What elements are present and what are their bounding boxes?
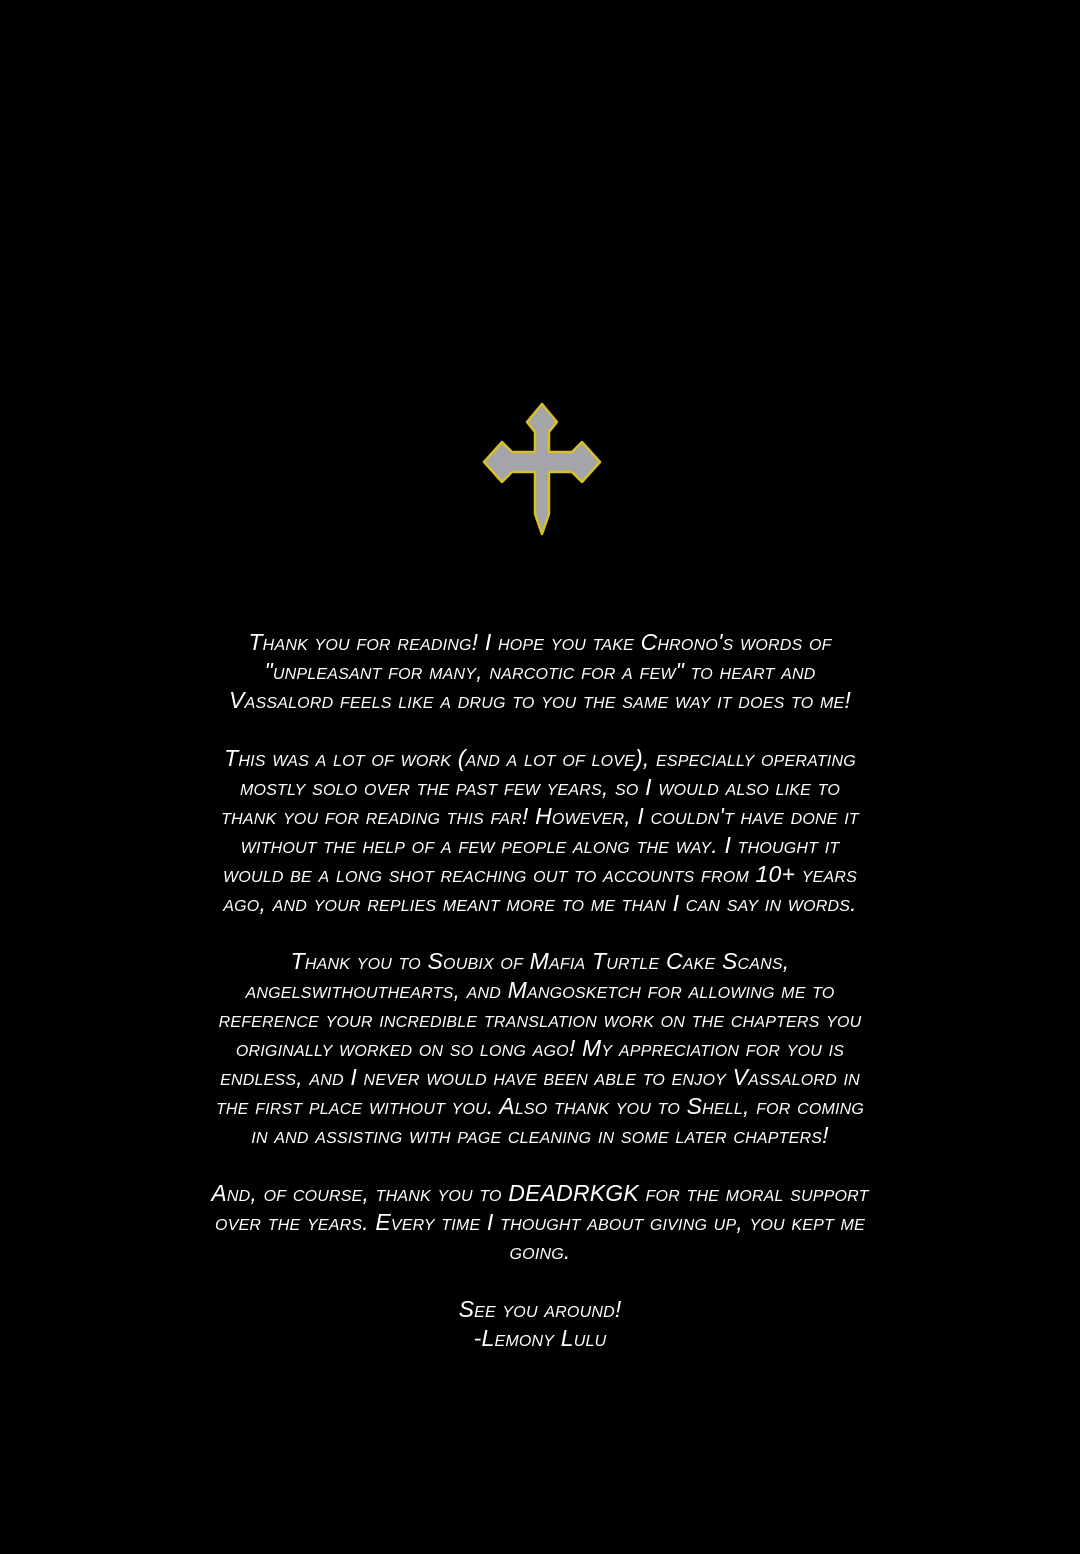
text-line: reference your incredible translation work on the chapters you (218, 1006, 862, 1032)
signoff: See you around! (458, 1296, 622, 1322)
paragraph-credits (150, 947, 930, 1150)
text-line: without the help of a few people along the way. I thought it (240, 832, 840, 858)
paragraph-work-and-help (150, 744, 930, 918)
text-line: Thank you for reading! I hope you take Chrono's words of (248, 629, 832, 655)
paragraph-moral-support (150, 1179, 930, 1266)
text-line: the first place without you. Also thank you to Shell, for coming (215, 1093, 865, 1119)
text-line: ago, and your replies meant more to me than I can say in words. (223, 890, 857, 916)
ornate-cross-icon (482, 402, 602, 536)
text-line: Vassalord feels like a drug to you the same way it does to me! (229, 687, 851, 713)
text-line: in and assisting with page cleaning in some later chapters! (251, 1122, 829, 1148)
text-line: would be a long shot reaching out to accounts from 10+ years (223, 861, 857, 887)
text-line: "unpleasant for many, narcotic for a few" to heart and (264, 658, 816, 684)
signature: -Lemony Lulu (473, 1325, 607, 1351)
text-line: going. (509, 1238, 571, 1264)
signoff-block (150, 1295, 930, 1353)
afterword-letter (150, 628, 930, 1382)
text-line: mostly solo over the past few years, so I would also like to (240, 774, 840, 800)
paragraph-thanks-reading (150, 628, 930, 715)
text-line: Thank you to Soubix of Mafia Turtle Cake Scans, (290, 948, 790, 974)
text-line: angelswithouthearts, and Mangosketch for allowing me to (245, 977, 835, 1003)
text-line: endless, and I never would have been able to enjoy Vassalord in (220, 1064, 860, 1090)
text-line: thank you for reading this far! However, I couldn't have done it (221, 803, 859, 829)
text-line: And, of course, thank you to DEADRKGK for the moral support (211, 1180, 869, 1206)
text-line: originally worked on so long ago! My appreciation for you is (235, 1035, 845, 1061)
text-line: over the years. Every time I thought about giving up, you kept me (215, 1209, 865, 1235)
text-line: This was a lot of work (and a lot of love), especially operating (224, 745, 856, 771)
